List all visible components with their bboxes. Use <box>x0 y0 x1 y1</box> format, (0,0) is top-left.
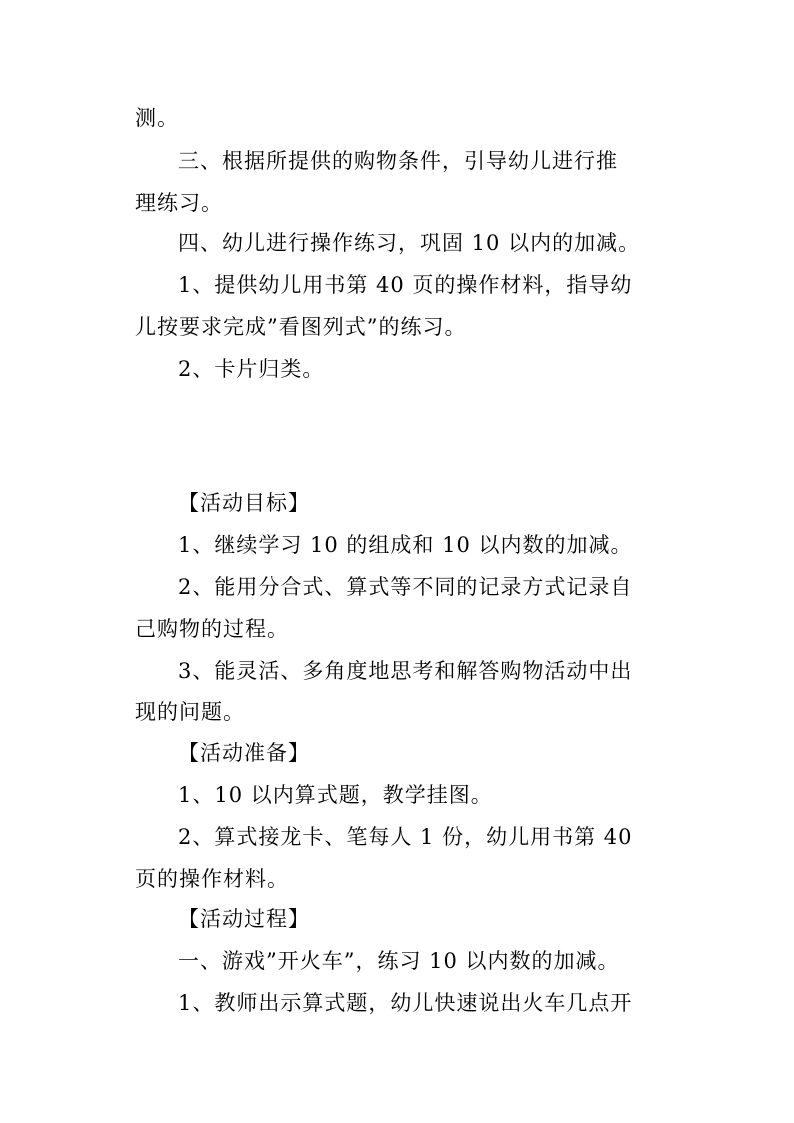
text-line: 三、根据所提供的购物条件，引导幼儿进行推 <box>178 149 618 173</box>
section-heading-process: 【活动过程】 <box>178 907 310 931</box>
text-line: 页的操作材料。 <box>135 867 289 891</box>
text-line: 3、能灵活、多角度地思考和解答购物活动中出 <box>178 659 633 683</box>
text-line: 四、幼儿进行操作练习，巩固 10 以内的加减。 <box>178 231 641 255</box>
section-heading-prep: 【活动准备】 <box>178 741 310 765</box>
text-line: 1、教师出示算式题，幼儿快速说出火车几点开 <box>178 991 633 1015</box>
text-line: 2、能用分合式、算式等不同的记录方式记录自 <box>178 575 633 599</box>
text-line: 2、卡片归类。 <box>178 357 325 381</box>
text-line: 现的问题。 <box>135 700 245 724</box>
text-line: 2、算式接龙卡、笔每人 1 份，幼儿用书第 40 <box>178 825 633 849</box>
text-line: 一、游戏”开火车”，练习 10 以内数的加减。 <box>178 949 620 973</box>
text-line: 1、继续学习 10 的组成和 10 以内数的加减。 <box>178 533 633 557</box>
text-line: 1、10 以内算式题，教学挂图。 <box>178 783 493 807</box>
text-line: 1、提供幼儿用书第 40 页的操作材料，指导幼 <box>178 273 633 297</box>
text-line: 儿按要求完成”看图列式”的练习。 <box>135 315 467 339</box>
text-line: 理练习。 <box>135 191 223 215</box>
text-line: 己购物的过程。 <box>135 617 289 641</box>
text-line: 测。 <box>135 106 179 130</box>
section-heading-goals: 【活动目标】 <box>178 491 310 515</box>
